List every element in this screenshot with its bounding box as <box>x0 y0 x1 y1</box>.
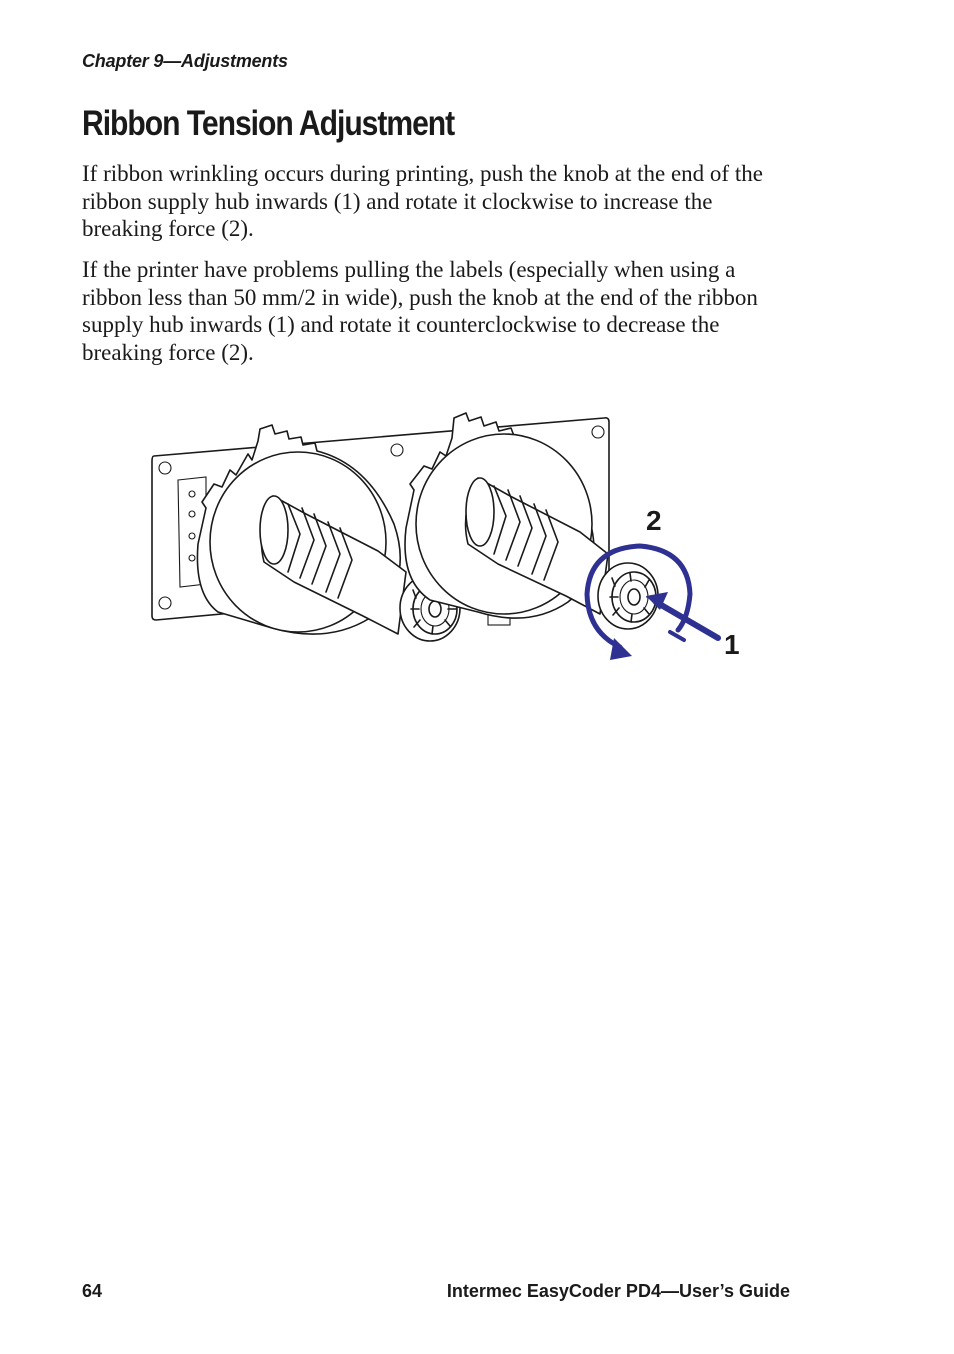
page-number: 64 <box>82 1281 103 1301</box>
running-head-chapter: Chapter 9—Adjustments <box>82 51 288 71</box>
guide-title: Intermec EasyCoder PD4—User’s Guide <box>446 1281 790 1301</box>
callout-1: 1 <box>724 629 740 660</box>
push-arrow <box>646 592 718 640</box>
callout-2: 2 <box>646 505 662 536</box>
paragraph-decrease-tension: If the printer have problems pulling the labels (especially when using a ribbon less than 50 mm/2 in wide), push the knob at the end of the ribbon supply hub inwards (1) and rotate it counterclockwise to decrease the breaking force (2). <box>82 257 758 365</box>
ribbon-hub-illustration <box>148 404 748 666</box>
section-title: Ribbon Tension Adjustment <box>82 104 455 143</box>
paragraph-increase-tension: If ribbon wrinkling occurs during printing, push the knob at the end of the ribbon supply hub inwards (1) and rotate it clockwise to increase the breaking force (2). <box>82 161 763 241</box>
